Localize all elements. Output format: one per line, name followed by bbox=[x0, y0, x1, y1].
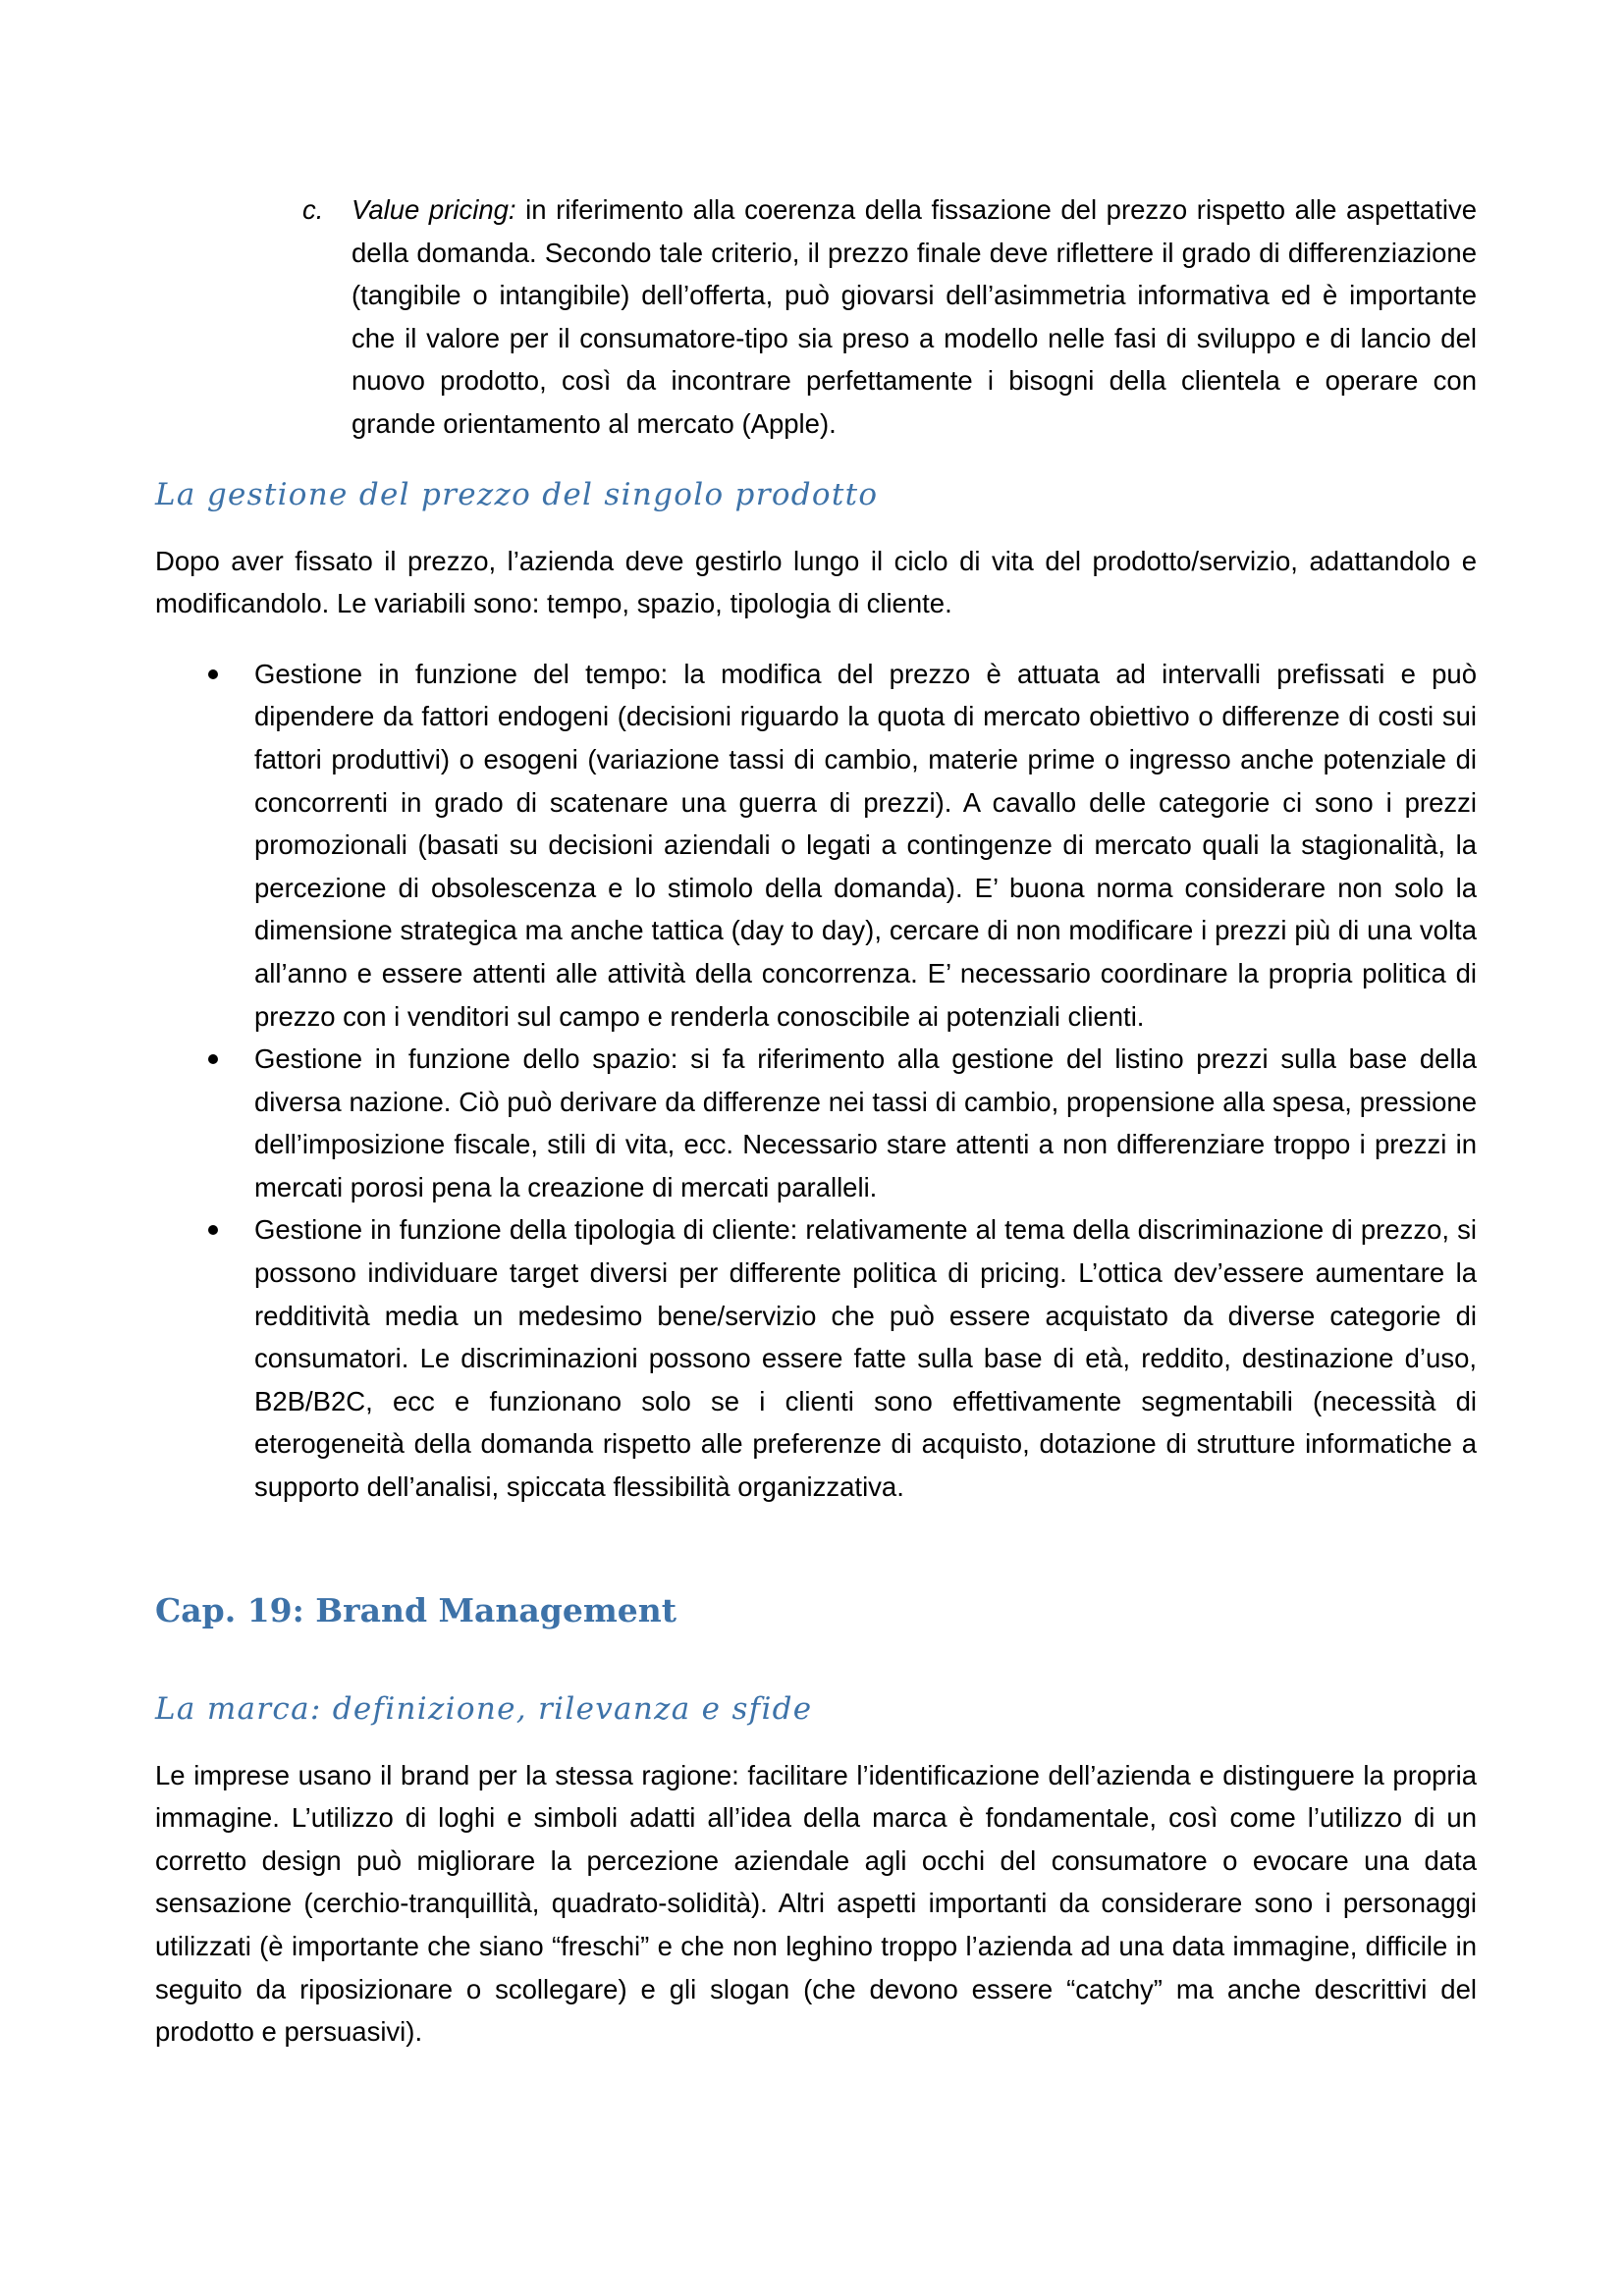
page-content bbox=[155, 188, 1477, 2054]
brand-paragraph: Le imprese usano il brand per la stessa ragione: facilitare l’identificazione dell’azienda e distinguere la propria immagine. L’utilizzo di loghi e simboli adatti all’idea della marca è fondamentale, così come l’utilizzo di un corretto design può migliorare la percezione aziendale agli occhi del consumatore o evocare una data sensazione (cerchio-tranquillità, quadrato-solidità). Altri aspetti importanti da considerare sono i personaggi utilizzati (è importante che siano “freschi” e che non leghino troppo l’azienda ad una data immagine, difficile in seguito da riposizionare o scollegare) e gli slogan (che devono essere “catchy” ma anche descrittivi del prodotto e persuasivi). bbox=[155, 1759, 1477, 2048]
list-item bbox=[155, 1038, 1477, 1208]
bullet-list bbox=[155, 653, 1477, 1509]
section-heading-price-management: La gestione del prezzo del singolo prodotto bbox=[155, 476, 879, 512]
list-marker: c. bbox=[302, 194, 324, 225]
list-item-term: Value pricing: bbox=[352, 194, 516, 225]
bullet-icon bbox=[208, 1054, 218, 1064]
section-heading-brand: La marca: definizione, rilevanza e sfide bbox=[155, 1690, 813, 1727]
list-item bbox=[155, 653, 1477, 1038]
list-item-value-pricing bbox=[302, 188, 1477, 446]
list-item bbox=[155, 1208, 1477, 1508]
bullet-icon bbox=[208, 669, 218, 679]
list-item-text: Gestione in funzione dello spazio: si fa riferimento alla gestione del listino prezzi sulla base della diversa nazione. Ciò può derivare da differenze nei tassi di cambio, propensione alla spesa, pressione dell’imposizione fiscale, stili di vita, ecc. Necessario stare attenti a non differenziare troppo i prezzi in mercati porosi pena la creazione di mercati paralleli. bbox=[254, 1043, 1477, 1202]
bullet-icon bbox=[208, 1225, 218, 1235]
list-item-text: Gestione in funzione della tipologia di cliente: relativamente al tema della discriminazione di prezzo, si possono individuare target diversi per differente politica di pricing. L’ottica dev’essere aumentare la redditività media un medesimo bene/servizio che può essere acquistato da diverse categorie di consumatori. Le discriminazioni possono essere fatte sulla base di età, reddito, destinazione d’uso, B2B/B2C, ecc e funzionano solo se i clienti sono effettivamente segmentabili (necessità di eterogeneità della domanda rispetto alle preferenze di acquisto, dotazione di strutture informatiche a supporto dell’analisi, spiccata flessibilità organizzativa. bbox=[254, 1214, 1477, 1503]
list-item-text: in riferimento alla coerenza della fissazione del prezzo rispetto alle aspettative della domanda. Secondo tale criterio, il prezzo finale deve riflettere il grado di differenziazione (tangibile o intangibile) dell’offerta, può giovarsi dell’asimmetria informativa ed è importante che il valore per il consumatore-tipo sia preso a modello nelle fasi di sviluppo e di lancio del nuovo prodotto, così da incontrare perfettamente i bisogni della clientela e operare con grande orientamento al mercato (Apple). bbox=[352, 194, 1477, 439]
chapter-title: Cap. 19: Brand Management bbox=[155, 1590, 677, 1629]
list-item-text: Gestione in funzione del tempo: la modifica del prezzo è attuata ad intervalli prefissati e può dipendere da fattori endogeni (decisioni riguardo la quota di mercato obiettivo o differenze di costi sui fattori produttivi) o esogeni (variazione tassi di cambio, materie prime o ingresso anche potenziale di concorrenti in grado di scatenare una guerra di prezzi). A cavallo delle categorie ci sono i prezzi promozionali (basati su decisioni aziendali o legati a contingenze di mercato quali la stagionalità, la percezione di obsolescenza e lo stimolo della domanda). E’ buona norma considerare non solo la dimensione strategica ma anche tattica (day to day), cercare di non modificare i prezzi più di una volta all’anno e essere attenti alle attività della concorrenza. E’ necessario coordinare la propria politica di prezzo con i venditori sul campo e renderla conoscibile ai potenziali clienti. bbox=[254, 658, 1477, 1032]
section-intro-paragraph: Dopo aver fissato il prezzo, l’azienda deve gestirlo lungo il ciclo di vita del prodotto/servizio, adattandolo e modificandolo. Le variabili sono: tempo, spazio, tipologia di cliente. bbox=[155, 545, 1477, 619]
